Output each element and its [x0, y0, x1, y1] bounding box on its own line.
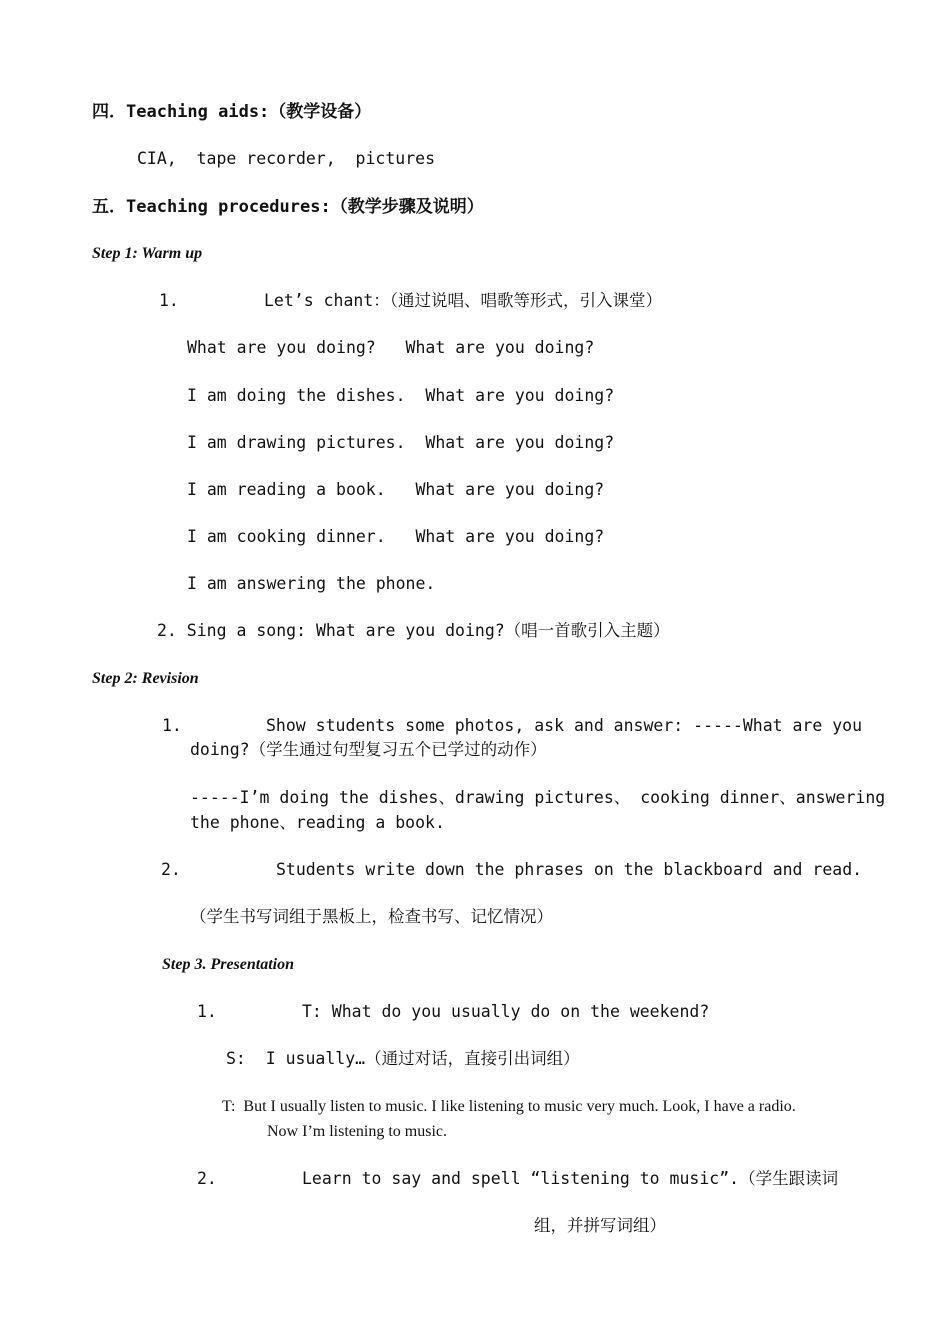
step2-item1-text-cont: doing?（学生通过句型复习五个已学过的动作）	[190, 740, 547, 759]
step1-item1-text: Let’s chant：（通过说唱、唱歌等形式，引入课堂）	[264, 291, 663, 310]
chant-line: I am answering the phone.	[187, 574, 436, 593]
step2-item1-text: Show students some photos, ask and answer: -----What are you	[266, 716, 863, 735]
step2-item2-number: 2.	[161, 860, 181, 879]
step3-item2-text-cont: 组，并拼写词组）	[534, 1216, 666, 1235]
step2-item2-note: （学生书写词组于黑板上，检查书写、记忆情况）	[190, 907, 553, 926]
step3-item2-text: Learn to say and spell “listening to music”.（学生跟读词	[302, 1169, 839, 1188]
step2-item1-answer-cont: the phone、reading a book.	[190, 813, 445, 832]
step3-item1-text: T: What do you usually do on the weekend?	[302, 1002, 710, 1021]
section-heading-teaching-procedures: 五．Teaching procedures:（教学步骤及说明）	[92, 197, 484, 217]
chant-line: I am reading a book. What are you doing?	[187, 480, 605, 499]
step2-item2-text: Students write down the phrases on the blackboard and read.	[276, 860, 863, 879]
chant-line: I am doing the dishes. What are you doing?	[187, 386, 615, 405]
step1-title: Step 1: Warm up	[92, 245, 203, 262]
step1-item1-number: 1.	[159, 291, 179, 310]
step3-teacher-line-cont: Now I’m listening to music.	[267, 1123, 447, 1140]
chant-line: What are you doing? What are you doing?	[187, 338, 595, 357]
section-heading-teaching-aids: 四．Teaching aids:（教学设备）	[92, 102, 372, 122]
teaching-aids-content: CIA, tape recorder, pictures	[137, 149, 436, 168]
step3-student-line: S: I usually…（通过对话，直接引出词组）	[226, 1049, 580, 1068]
step3-title: Step 3. Presentation	[162, 956, 295, 973]
step2-item1-number: 1.	[162, 716, 182, 735]
step3-item2-number: 2.	[197, 1169, 217, 1188]
chant-line: I am cooking dinner. What are you doing?	[187, 527, 605, 546]
step2-item1-answer: -----I’m doing the dishes、drawing pictures、 cooking dinner、answering	[190, 788, 886, 807]
chant-line: I am drawing pictures. What are you doing?	[187, 433, 615, 452]
step2-title: Step 2: Revision	[92, 670, 199, 687]
step3-teacher-line: T: But I usually listen to music. I like listening to music very much. Look, I have a radio.	[222, 1098, 796, 1115]
step1-item2-text: 2. Sing a song: What are you doing?（唱一首歌引入主题）	[157, 621, 670, 640]
step3-item1-number: 1.	[197, 1002, 217, 1021]
